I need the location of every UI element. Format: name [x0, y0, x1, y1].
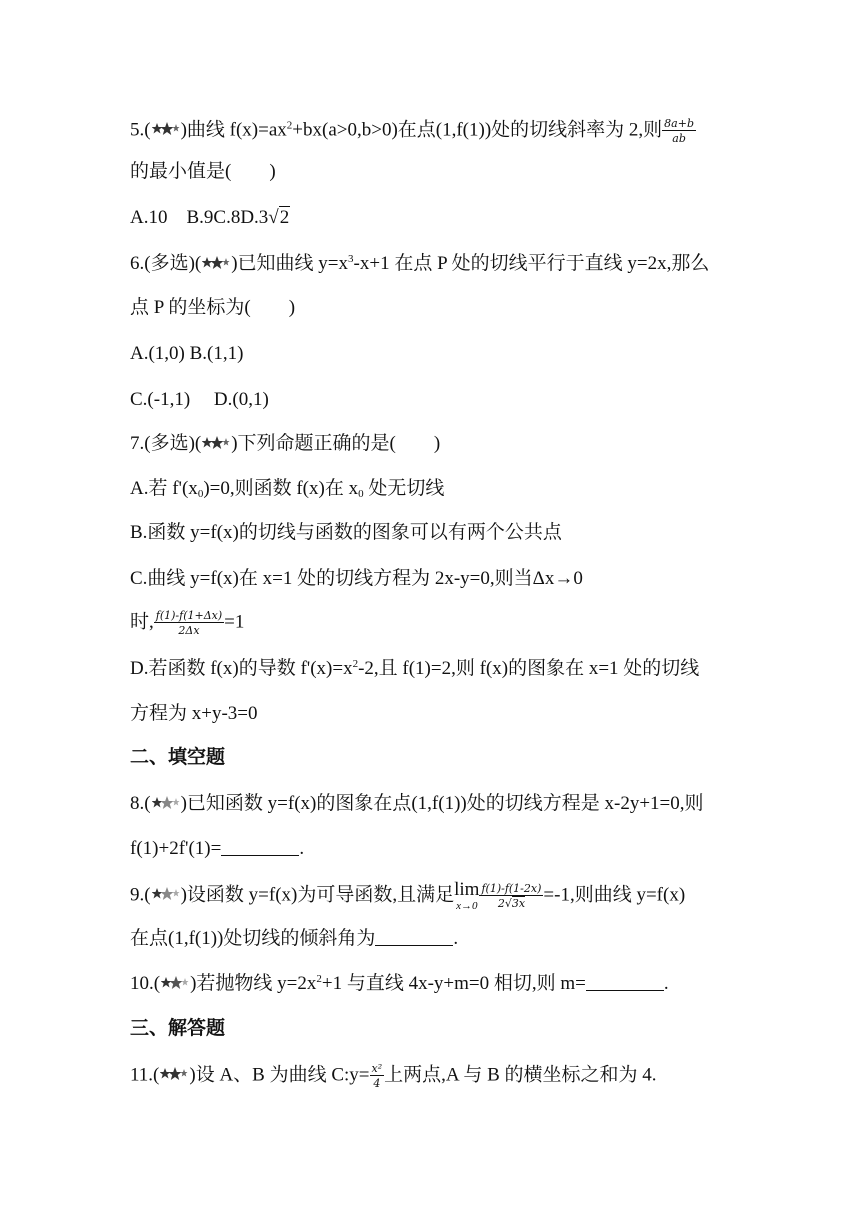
star-rating-icon	[160, 1066, 188, 1082]
question-9-line-2: 在点(1,f(1))处切线的倾斜角为 .	[130, 928, 459, 949]
question-7-option-c-line-1: C.曲线 y=f(x)在 x=1 处的切线方程为 2x-y=0,则当Δx→0	[130, 568, 583, 589]
question-5-options: A.10 B.9C.8D.3√2	[130, 207, 290, 228]
question-7-option-d-line-1: D.若函数 f(x)的导数 $f'(x)=x^2-2$,且 f(1)=2,则 f(x)的图象在 x=1 处的切线	[130, 658, 700, 679]
question-5-line-1: 5.( )曲线 $f(x)=ax^2+bx(a>0,b>0)$在点(1,f(1))处的切线斜率为 2,则 $\frac{8a+b}{ab}$	[130, 117, 694, 145]
star-rating-icon	[161, 975, 189, 991]
question-5-line-2: 的最小值是( )	[130, 161, 276, 182]
question-10: 10.( )若抛物线 $y=2x^2+1$ 与直线 4x-y+m=0 相切,则 m= .	[130, 973, 669, 994]
question-6-line-2: 点 P 的坐标为( )	[130, 297, 296, 318]
question-11: 11.( )设 A、B 为曲线 C:y= $\frac{\text{x²}}{4}$ 上两点,A 与 B 的横坐标之和为 4.	[130, 1062, 657, 1090]
fraction-8a-b-over-ab: $\frac{8a+b}{ab}$	[664, 117, 694, 145]
question-6-options-cd: C.(-1,1) D.(0,1)	[130, 389, 269, 410]
answer-blank[interactable]	[586, 989, 664, 991]
question-7-option-c-line-2: 时, $\frac{f(1)-f(1+\Delta x)}{2\Delta x}$ =1	[130, 609, 245, 637]
section-heading-solve: 三、解答题	[130, 1018, 226, 1039]
fraction-x-squared-over-4: $\frac{\text{x²}}{4}$	[371, 1062, 383, 1090]
question-6-line-1: 6.(多选)( )已知曲线 $y=x^3-x+1$ 在点 P 处的切线平行于直线 y=2x,那么	[130, 253, 710, 274]
star-rating-icon	[152, 795, 180, 811]
star-rating-icon	[152, 886, 180, 902]
answer-blank[interactable]	[221, 854, 299, 856]
question-7-line-1: 7.(多选)( )下列命题正确的是( )	[130, 433, 441, 454]
star-rating-icon	[202, 435, 230, 451]
question-6-options-ab: A.(1,0) B.(1,1)	[130, 343, 244, 364]
question-8-line-1: 8.( )已知函数 y=f(x)的图象在点(1,f(1))处的切线方程是 x-2y+1=0,则	[130, 793, 704, 814]
section-heading-fill-blank: 二、填空题	[130, 747, 226, 768]
question-7-option-a: A.若 $f'(x_0)=0$,则函数 f(x)在 $x_0$ 处无切线	[130, 478, 445, 500]
fraction-limit-expression: $\frac{f(1)-f(1-2x)}{2√3x}$	[481, 882, 542, 910]
sqrt-symbol: √2	[268, 207, 290, 228]
question-7-option-d-line-2: 方程为 x+y-3=0	[130, 703, 258, 724]
star-rating-icon	[202, 255, 230, 271]
question-9-line-1: 9.( )设函数 y=f(x)为可导函数,且满足 lim x→0 $\frac{f(1)-f(1-2x)}{2√3x}$ =-1,则曲线 y=f(x)	[130, 879, 686, 912]
limit-operator: lim x→0	[454, 879, 480, 912]
star-rating-icon	[152, 121, 180, 137]
question-7-option-b: B.函数 y=f(x)的切线与函数的图象可以有两个公共点	[130, 522, 562, 543]
answer-blank[interactable]	[375, 944, 453, 946]
question-8-line-2: f(1)+2f'(1)= .	[130, 838, 305, 859]
fraction-difference-quotient: $\frac{f(1)-f(1+\Delta x)}{2\Delta x}$	[155, 609, 223, 637]
